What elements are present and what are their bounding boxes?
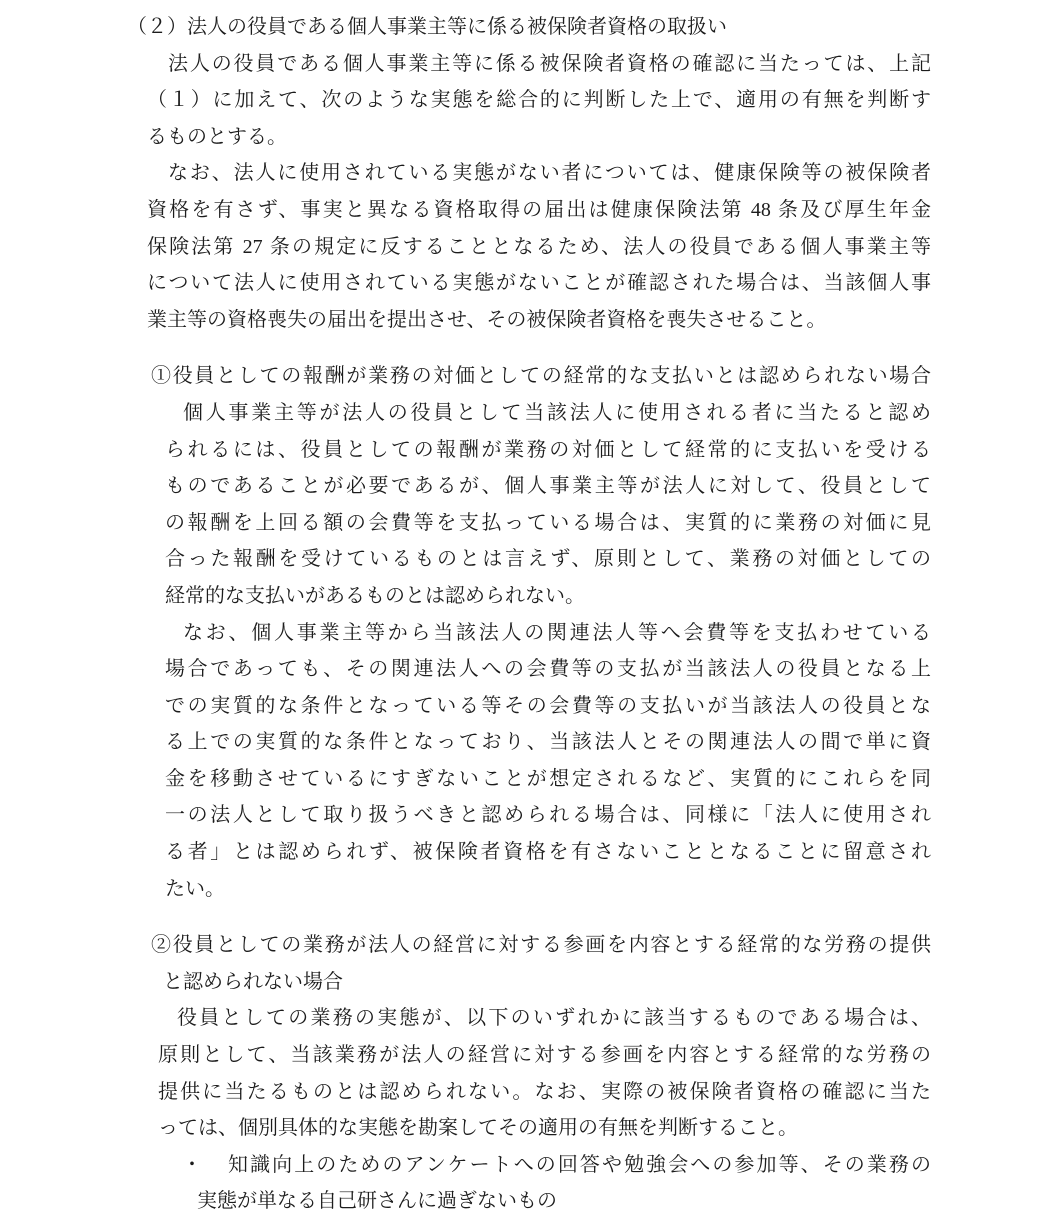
paragraph-line: 金を移動させているにすぎないことが想定されるなど、実質的にこれらを同	[165, 767, 931, 790]
paragraph-line: 場合であっても、その関連法人への会費等の支払が当該法人の役員となる上	[165, 658, 931, 681]
paragraph-line: 合った報酬を受けているものとは言えず、原則として、業務の対価としての	[165, 548, 931, 571]
paragraph-line: 業主等の資格喪失の届出を提出させ、その被保険者資格を喪失させること。	[147, 308, 827, 331]
numbered-item-heading: ①役員としての報酬が業務の対価としての経常的な支払いとは認められない場合	[151, 365, 931, 388]
paragraph-line: る者」とは認められず、被保険者資格を有さないこととなることに留意され	[165, 841, 931, 864]
paragraph-line: の報酬を上回る額の会費等を支払っている場合は、実質的に業務の対価に見	[165, 511, 931, 534]
paragraph-line: っては、個別具体的な実態を勘案してその適用の有無を判断すること。	[158, 1117, 798, 1140]
document-body	[0, 9, 931, 1220]
bullet-text: 知識向上のためのアンケートへの回答や勉強会への参加等、その業務の	[228, 1153, 931, 1176]
paragraph-line: るものとする。	[147, 125, 287, 148]
paragraph-line: ものであることが必要であるが、個人事業主等が法人に対して、役員として	[165, 475, 931, 498]
bullet-icon: ・	[182, 1153, 202, 1176]
paragraph-line: について法人に使用されている実態がないことが確認された場合は、当該個人事	[147, 272, 931, 295]
section-heading: （２）法人の役員である個人事業主等に係る被保険者資格の取扱い	[127, 16, 727, 38]
paragraph-line: なお、個人事業主等から当該法人の関連法人等へ会費等を支払わせている	[183, 621, 931, 644]
paragraph-line: 役員としての業務の実態が、以下のいずれかに該当するものである場合は、	[177, 1007, 931, 1030]
numbered-item-heading: ②役員としての業務が法人の経営に対する参画を内容とする経常的な労務の提供	[151, 934, 931, 957]
numbered-item-heading-line2: と認められない場合	[163, 970, 343, 993]
bullet-item-line2: 実態が単なる自己研さんに過ぎないもの	[197, 1190, 557, 1213]
paragraph-line: 法人の役員である個人事業主等に係る被保険者資格の確認に当たっては、上記	[168, 52, 931, 75]
paragraph-line: での実質的な条件となっている等その会費等の支払いが当該法人の役員とな	[165, 694, 931, 717]
paragraph-line: 一の法人として取り扱うべきと認められる場合は、同様に「法人に使用され	[165, 804, 931, 827]
paragraph-line: る上での実質的な条件となっており、当該法人とその関連法人の間で単に資	[165, 731, 931, 754]
paragraph-line: 個人事業主等が法人の役員として当該法人に使用される者に当たると認め	[183, 401, 931, 424]
paragraph-line: （１）に加えて、次のような実態を総合的に判断した上で、適用の有無を判断す	[147, 89, 931, 112]
paragraph-line: られるには、役員としての報酬が業務の対価として経常的に支払いを受ける	[165, 438, 931, 461]
paragraph-line: たい。	[165, 877, 225, 900]
paragraph-line: 提供に当たるものとは認められない。なお、実際の被保険者資格の確認に当た	[158, 1080, 931, 1103]
paragraph-line: 資格を有さず、事実と異なる資格取得の届出は健康保険法第 48 条及び厚生年金	[147, 198, 931, 221]
paragraph-line: なお、法人に使用されている実態がない者については、健康保険等の被保険者	[168, 162, 931, 185]
paragraph-line: 原則として、当該業務が法人の経営に対する参画を内容とする経常的な労務の	[158, 1044, 931, 1067]
bullet-item	[182, 1147, 931, 1184]
paragraph-line: 経常的な支払いがあるものとは認められない。	[165, 584, 585, 607]
paragraph-line: 保険法第 27 条の規定に反することとなるため、法人の役員である個人事業主等	[147, 235, 931, 258]
